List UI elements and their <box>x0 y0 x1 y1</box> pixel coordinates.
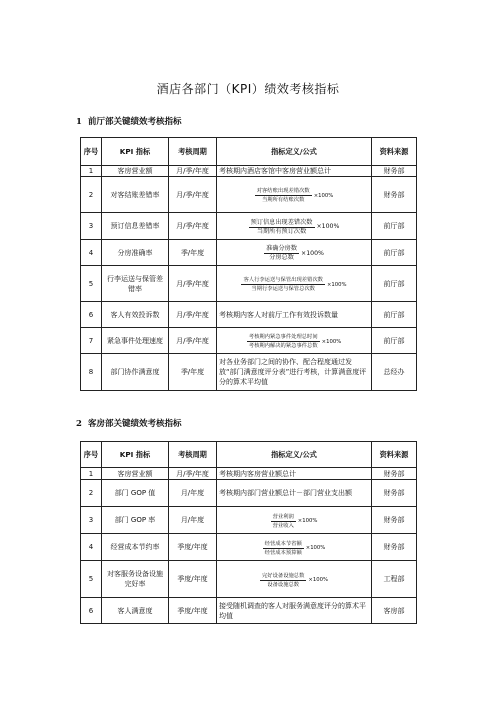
formula-denominator: 当期行李运送与保管总次数 <box>251 286 315 292</box>
formula-multiplier: ×100% <box>326 281 347 288</box>
table-header-row <box>81 442 417 468</box>
row-formula <box>217 240 372 266</box>
row-source: 前厅部 <box>372 328 417 354</box>
row-seq: 6 <box>81 598 102 624</box>
formula-numerator: 对客结账出现差错次数 <box>256 188 310 194</box>
row-kpi: 客人满意度 <box>102 598 169 624</box>
row-source: 工程部 <box>372 561 417 598</box>
housekeeping-kpi-table <box>80 441 417 624</box>
row-seq: 5 <box>81 266 102 302</box>
row-source: 财务部 <box>372 480 417 507</box>
row-kpi: 行李运送与保管差错率 <box>102 266 169 302</box>
row-period: 季/年度 <box>169 240 217 266</box>
formula-multiplier: ×100% <box>305 545 326 551</box>
row-formula <box>217 534 372 561</box>
formula-denominator: 设备设施总数 <box>267 581 300 588</box>
row-formula <box>217 266 372 302</box>
formula-numerator: 客人行李运送与保管出现差错次数 <box>243 277 323 283</box>
row-period: 季/年度 <box>169 354 217 391</box>
formula-denominator: 分房总数 <box>269 254 294 261</box>
header-period: 考核周期 <box>169 442 217 468</box>
row-period: 月/季/年度 <box>169 302 217 328</box>
row-period: 季度/年度 <box>169 534 217 561</box>
row-source: 总经办 <box>372 354 417 391</box>
row-formula <box>217 328 372 354</box>
row-kpi: 预订信息差错率 <box>102 213 169 240</box>
section-number: 2 <box>76 419 82 429</box>
table-row <box>81 328 417 354</box>
table-row <box>81 240 417 266</box>
table-row <box>81 561 417 598</box>
row-seq: 1 <box>81 468 102 480</box>
formula-numerator: 完好设备设施总数 <box>262 572 305 579</box>
row-source: 客房部 <box>372 598 417 624</box>
header-definition: 指标定义/公式 <box>217 442 372 468</box>
row-period: 季度/年度 <box>169 561 217 598</box>
row-kpi: 分房准确率 <box>102 240 169 266</box>
row-kpi: 部门 GOP 值 <box>102 480 169 507</box>
row-source: 前厅部 <box>372 266 417 302</box>
row-period: 月/季/年度 <box>169 177 217 213</box>
row-source: 前厅部 <box>372 302 417 328</box>
row-formula <box>217 507 372 534</box>
header-seq: 序号 <box>81 442 102 468</box>
row-kpi: 经营成本节约率 <box>102 534 169 561</box>
row-definition: 考核期内客房营业额总计 <box>217 468 372 480</box>
section-title: 前厅部关键绩效考核指标 <box>88 117 182 127</box>
row-kpi: 客房营业额 <box>102 468 169 480</box>
section-number: 1 <box>76 117 82 127</box>
formula-multiplier: ×100% <box>301 249 324 257</box>
formula-denominator: 经营成本预算额 <box>264 549 302 556</box>
row-kpi: 客人有效投诉数 <box>102 302 169 328</box>
formula-numerator: 经营成本节省额 <box>264 540 302 547</box>
formula-multiplier: ×100% <box>297 518 318 524</box>
page-title: 酒店各部门（KPI）绩效考核指标 <box>156 82 340 96</box>
row-source: 财务部 <box>372 507 417 534</box>
row-kpi: 部门 GOP 率 <box>102 507 169 534</box>
row-source: 财务部 <box>372 468 417 480</box>
section-heading-housekeeping <box>76 417 182 429</box>
row-source: 前厅部 <box>372 213 417 240</box>
row-definition: 考核期内客人对前厅工作有效投诉数量 <box>217 302 372 328</box>
row-kpi: 对客服务设备设施完好率 <box>102 561 169 598</box>
section-heading-front-office <box>76 115 182 127</box>
row-source: 财务部 <box>372 177 417 213</box>
row-seq: 6 <box>81 302 102 328</box>
header-seq: 序号 <box>81 138 102 166</box>
formula-numerator: 考核期内紧急事件处理总时间 <box>248 334 318 340</box>
row-seq: 1 <box>81 166 102 177</box>
row-formula <box>217 177 372 213</box>
formula-numerator: 预订信息出现差错次数 <box>250 218 313 226</box>
row-seq: 4 <box>81 240 102 266</box>
row-seq: 3 <box>81 507 102 534</box>
row-kpi: 对客结账差错率 <box>102 177 169 213</box>
formula-denominator: 营业收入 <box>272 522 294 529</box>
table-row <box>81 480 417 507</box>
row-period: 月/年度 <box>169 480 217 507</box>
row-seq: 7 <box>81 328 102 354</box>
row-seq: 8 <box>81 354 102 391</box>
row-kpi: 紧急事件处理速度 <box>102 328 169 354</box>
row-seq: 4 <box>81 534 102 561</box>
table-header-row <box>81 138 417 166</box>
row-source: 财务部 <box>372 534 417 561</box>
row-source: 前厅部 <box>372 240 417 266</box>
row-seq: 3 <box>81 213 102 240</box>
formula-multiplier: ×100% <box>308 577 328 583</box>
row-period: 月/季/年度 <box>169 468 217 480</box>
header-source: 资料来源 <box>372 138 417 166</box>
table-row <box>81 166 417 177</box>
formula-denominator: 当期所有预订次数 <box>256 227 307 235</box>
formula-multiplier: ×100% <box>321 338 342 345</box>
formula-numerator: 营业利润 <box>272 513 294 520</box>
row-seq: 5 <box>81 561 102 598</box>
table-row <box>81 534 417 561</box>
formula-multiplier: ×100% <box>313 192 334 199</box>
row-definition: 考核期内部门营业额总计－部门营业支出额 <box>217 480 372 507</box>
header-definition: 指标定义/公式 <box>217 138 372 166</box>
header-source: 资料来源 <box>372 442 417 468</box>
table-row <box>81 507 417 534</box>
formula-numerator: 准确分房数 <box>266 245 298 252</box>
row-period: 月/季/年度 <box>169 328 217 354</box>
table-row <box>81 598 417 624</box>
row-formula <box>217 561 372 598</box>
row-formula <box>217 213 372 240</box>
row-source: 财务部 <box>372 166 417 177</box>
front-office-kpi-table <box>80 137 417 391</box>
table-row <box>81 177 417 213</box>
table-row <box>81 213 417 240</box>
section-title: 客房部关键绩效考核指标 <box>88 419 182 429</box>
header-period: 考核周期 <box>169 138 217 166</box>
row-kpi: 客房营业额 <box>102 166 169 177</box>
row-period: 季度/年度 <box>169 598 217 624</box>
row-kpi: 部门协作满意度 <box>102 354 169 391</box>
row-period: 月/季/年度 <box>169 266 217 302</box>
row-seq: 2 <box>81 177 102 213</box>
table-row <box>81 468 417 480</box>
formula-denominator: 当期所有结账次数 <box>262 197 305 203</box>
row-period: 月/年度 <box>169 507 217 534</box>
formula-multiplier: ×100% <box>316 223 340 230</box>
row-definition: 考核期内酒店客馆中客房营业额总计 <box>217 166 372 177</box>
row-period: 月/季/年度 <box>169 213 217 240</box>
row-seq: 2 <box>81 480 102 507</box>
table-row <box>81 354 417 391</box>
header-kpi: KPI 指标 <box>102 138 169 166</box>
formula-denominator: 考核期内解决的紧急事件总数 <box>248 343 318 349</box>
row-definition: 对各业务部门之间的协作、配合程度通过发放“部门满意度评分表”进行考核，计算满意度评分的算术平均值 <box>217 354 372 391</box>
table-row <box>81 266 417 302</box>
header-kpi: KPI 指标 <box>102 442 169 468</box>
row-period: 月/季/年度 <box>169 166 217 177</box>
table-row <box>81 302 417 328</box>
row-definition: 接受随机调查的客人对服务满意度评分的算术平均值 <box>217 598 372 624</box>
